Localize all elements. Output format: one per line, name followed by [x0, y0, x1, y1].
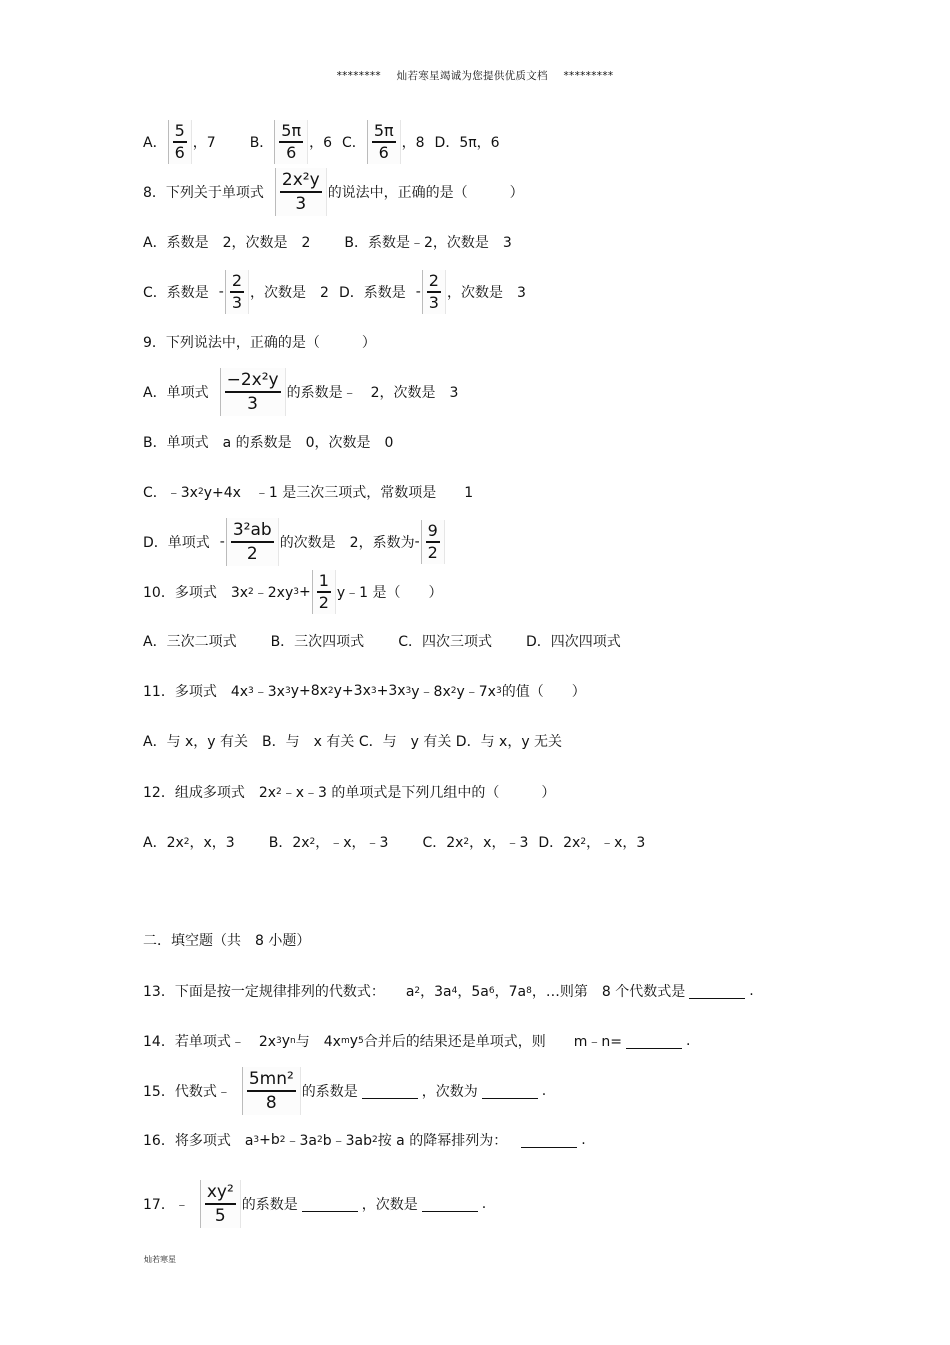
- page-header: [0, 68, 950, 83]
- option-c-label: C．系数是: [143, 285, 209, 301]
- option-c-tail: ，x，﹣3: [469, 835, 529, 851]
- q12-text: ﹣x﹣3 的单项式是下列几组中的（ ）: [281, 785, 556, 801]
- period: .: [481, 1196, 487, 1212]
- q14-text: y: [349, 1033, 359, 1049]
- q16-text: 16．将多项式 a: [143, 1133, 254, 1149]
- option-c: C．2x: [422, 835, 464, 851]
- frac-den: 2: [318, 592, 329, 612]
- frac-den: 6: [378, 142, 389, 162]
- option-c: C．四次三项式: [398, 634, 492, 650]
- frac-den: 6: [174, 142, 185, 162]
- q10-text: +: [298, 584, 311, 600]
- q17-text: 的系数是: [241, 1197, 298, 1213]
- answer-blank[interactable]: [362, 1084, 418, 1099]
- option-b-tail: ，﹣x，﹣3: [315, 835, 389, 851]
- fraction: [421, 520, 445, 564]
- q14-text: 与 4x: [295, 1034, 341, 1050]
- minus-sign: -: [414, 534, 420, 550]
- option-a-label: A．单项式: [143, 385, 209, 401]
- fraction: [422, 270, 446, 314]
- q10-text: y﹣1 是（ ）: [336, 585, 443, 601]
- option-a-tail: ，x，3: [189, 835, 235, 851]
- fraction: [242, 1067, 301, 1115]
- q16-text: +b: [259, 1132, 280, 1148]
- q8-stem: 8．下列关于单项式: [143, 185, 264, 201]
- q15-text: 的系数是: [301, 1084, 358, 1100]
- q11-text: y﹣8x: [411, 684, 451, 700]
- question-17: [143, 1180, 486, 1228]
- q13-text: ，7a: [494, 984, 527, 1000]
- question-12: 12．组成多项式 2x 2 ﹣x﹣3 的单项式是下列几组中的（ ）: [143, 768, 555, 816]
- q16-text: ﹣3a: [285, 1133, 317, 1149]
- option-d: D．四次四项式: [525, 634, 621, 650]
- q8-options-cd: [143, 268, 526, 316]
- q11-options-text: A．与 x，y 有关 B．与 x 有关 C．与 y 有关 D．与 x，y 无关: [143, 734, 563, 750]
- period: .: [541, 1083, 547, 1099]
- frac-bar: [247, 1090, 296, 1092]
- frac-bar: [205, 1203, 236, 1205]
- frac-num: 2: [231, 271, 243, 291]
- frac-num: −2x²y: [226, 370, 279, 391]
- option-c-text: y+4x ﹣1 是三次三项式，常数项是 1: [203, 485, 474, 501]
- frac-den: 5: [214, 1205, 226, 1226]
- question-8: [143, 168, 524, 216]
- option-c-tail: ，次数是 2: [250, 285, 329, 301]
- option-b: B．单项式 a 的系数是 0，次数是 0: [143, 435, 394, 451]
- frac-num: 1: [318, 571, 329, 591]
- option-d-label: D．单项式: [143, 535, 210, 551]
- option-b-tail: ，6: [309, 135, 333, 151]
- q13-text: ，5a: [457, 984, 489, 1000]
- frac-num: xy²: [206, 1182, 234, 1203]
- q15-text: ，次数为: [421, 1084, 478, 1100]
- answer-blank[interactable]: [689, 984, 745, 999]
- answer-blank[interactable]: [521, 1133, 577, 1148]
- option-b: B．2x: [268, 835, 310, 851]
- frac-bar: [280, 191, 322, 193]
- q14-text: 合并后的结果还是单项式，则 m﹣n=: [363, 1034, 623, 1050]
- q15-text: 15．代数式﹣: [143, 1084, 231, 1100]
- frac-den: 3: [295, 193, 307, 214]
- option-d: D．5π，6: [434, 135, 500, 151]
- option-d-text: 的次数是 2，系数为: [279, 535, 415, 551]
- answer-blank[interactable]: [482, 1084, 538, 1099]
- q11-text: y+3x: [333, 683, 371, 699]
- q13-text: ，3a: [420, 984, 452, 1000]
- fraction: [367, 120, 401, 164]
- option-a-label: A．: [143, 135, 167, 151]
- option-d-label: D．系数是: [338, 285, 406, 301]
- option-a-tail: 的系数是﹣ 2，次数是 3: [286, 385, 459, 401]
- minus-sign: -: [219, 534, 225, 550]
- section-2-heading: 二．填空题（共 8 小题）: [143, 933, 311, 949]
- fraction: [274, 120, 308, 164]
- q17-text: ，次数是: [361, 1197, 418, 1213]
- fraction: [275, 168, 327, 216]
- header-stars-right: *********: [563, 70, 614, 82]
- header-stars-left: ********: [336, 70, 381, 82]
- frac-den: 3: [231, 292, 243, 312]
- fraction: [168, 120, 192, 164]
- option-c-text: C．﹣3x: [143, 485, 198, 501]
- fraction: [200, 1180, 241, 1228]
- frac-den: 6: [286, 142, 297, 162]
- frac-bar: [225, 391, 281, 393]
- q11-options: [143, 717, 562, 765]
- q12-options: A．2x 2 ，x，3 B．2x 2 ，﹣x，﹣3 C．2x 2 ，x，﹣3 D．2x 2 ，﹣x，3: [143, 818, 645, 866]
- question-14: 14．若单项式﹣ 2x 3 y n 与 4x m y 5 合并后的结果还是单项式，则 m﹣n= .: [143, 1033, 691, 1050]
- page-footer: 灿若寒星: [144, 1255, 176, 1264]
- option-a-tail: ，7: [192, 135, 216, 151]
- frac-den: 3: [428, 292, 439, 312]
- q7-options: [143, 118, 500, 166]
- option-c-tail: ，8: [401, 135, 425, 151]
- q11-text: 11．多项式 4x: [143, 684, 249, 700]
- q8-stem-end: 的说法中，正确的是（ ）: [327, 185, 524, 201]
- q13-text: ，…则第 8 个代数式是: [531, 984, 686, 1000]
- option-a: A．三次二项式: [143, 634, 237, 650]
- question-16: 16．将多项式 a 3 +b 2 ﹣3a 2 b﹣3ab 2 按 a 的降幂排列为： .: [143, 1132, 586, 1149]
- period: .: [686, 1033, 691, 1049]
- frac-num: 9: [427, 521, 438, 541]
- q9-option-a: [143, 368, 458, 416]
- frac-num: 3²ab: [232, 520, 272, 541]
- header-title: 灿若寒星竭诚为您提供优质文档: [396, 70, 548, 82]
- q8-options-ab: [143, 218, 512, 266]
- option-d-tail: ，次数是 3: [446, 285, 526, 301]
- q11-text: +3x: [376, 683, 406, 699]
- q13-text: 13．下面是按一定规律排列的代数式： a: [143, 984, 415, 1000]
- option-a: A．2x: [143, 835, 184, 851]
- option-d-tail: ，﹣x，3: [586, 835, 646, 851]
- question-9: [143, 318, 376, 366]
- q14-text: 14．若单项式﹣ 2x: [143, 1034, 277, 1050]
- option-b-label: B．: [249, 135, 274, 151]
- frac-num: 2: [428, 271, 439, 291]
- q11-text: 的值（ ）: [501, 684, 586, 700]
- period: .: [749, 983, 754, 999]
- option-b: B．三次四项式: [270, 634, 365, 650]
- option-a: A．系数是 2，次数是 2: [143, 235, 311, 251]
- q14-text: y: [281, 1033, 291, 1049]
- answer-blank[interactable]: [626, 1034, 682, 1049]
- frac-den: 2: [246, 543, 258, 564]
- fraction: [226, 518, 279, 566]
- frac-num: 5π: [281, 121, 302, 141]
- q11-text: y+8x: [290, 683, 328, 699]
- section-title: [143, 916, 310, 964]
- fraction: [220, 368, 286, 416]
- frac-num: 5π: [373, 121, 394, 141]
- fraction: [225, 270, 249, 314]
- q10-text: 10．多项式 3x: [143, 585, 249, 601]
- q16-text: b﹣3ab: [322, 1133, 372, 1149]
- q10-options: [143, 617, 621, 665]
- answer-blank[interactable]: [422, 1197, 478, 1212]
- q11-text: ﹣3x: [253, 684, 285, 700]
- question-13: 13．下面是按一定规律排列的代数式： a 2 ，3a 4 ，5a 6 ，7a 8 ，…则第 8 个代数式是 .: [143, 983, 754, 1000]
- period: .: [581, 1132, 586, 1148]
- frac-den: 3: [247, 393, 258, 414]
- minus-sign: -: [415, 284, 421, 300]
- q12-text: 12．组成多项式 2x: [143, 785, 277, 801]
- frac-num: 5mn²: [248, 1069, 294, 1090]
- q16-text: 按 a 的降幂排列为：: [377, 1133, 508, 1149]
- q9-option-d: [143, 518, 446, 566]
- option-c-label: C．: [342, 135, 366, 151]
- q17-text: 17．﹣: [143, 1197, 189, 1213]
- frac-den: 8: [265, 1092, 277, 1113]
- q9-stem: 9．下列说法中，正确的是（ ）: [143, 335, 376, 351]
- q10-text: ﹣2xy: [253, 585, 294, 601]
- frac-bar: [231, 541, 274, 543]
- q9-option-c: C．﹣3x 2 y+4x ﹣1 是三次三项式，常数项是 1: [143, 468, 473, 516]
- frac-den: 2: [427, 542, 438, 562]
- question-15: [143, 1067, 546, 1115]
- q9-option-b: [143, 418, 393, 466]
- q11-text: y﹣7x: [456, 684, 496, 700]
- fraction: [312, 570, 336, 614]
- frac-num: 2x²y: [281, 170, 320, 191]
- question-10: 10．多项式 3x 2 ﹣2xy 3 + 1 2 y﹣1 是（ ）: [143, 571, 443, 612]
- option-b: B．系数是﹣2，次数是 3: [344, 235, 512, 251]
- option-d: D．2x: [538, 835, 581, 851]
- minus-sign: -: [218, 284, 224, 300]
- answer-blank[interactable]: [302, 1197, 358, 1212]
- frac-num: 5: [174, 121, 185, 141]
- question-11: 11．多项式 4x 3 ﹣3x 3 y+8x 2 y+3x 3 +3x 3 y﹣8x 2 y﹣7x 3 的值（ ）: [143, 683, 586, 700]
